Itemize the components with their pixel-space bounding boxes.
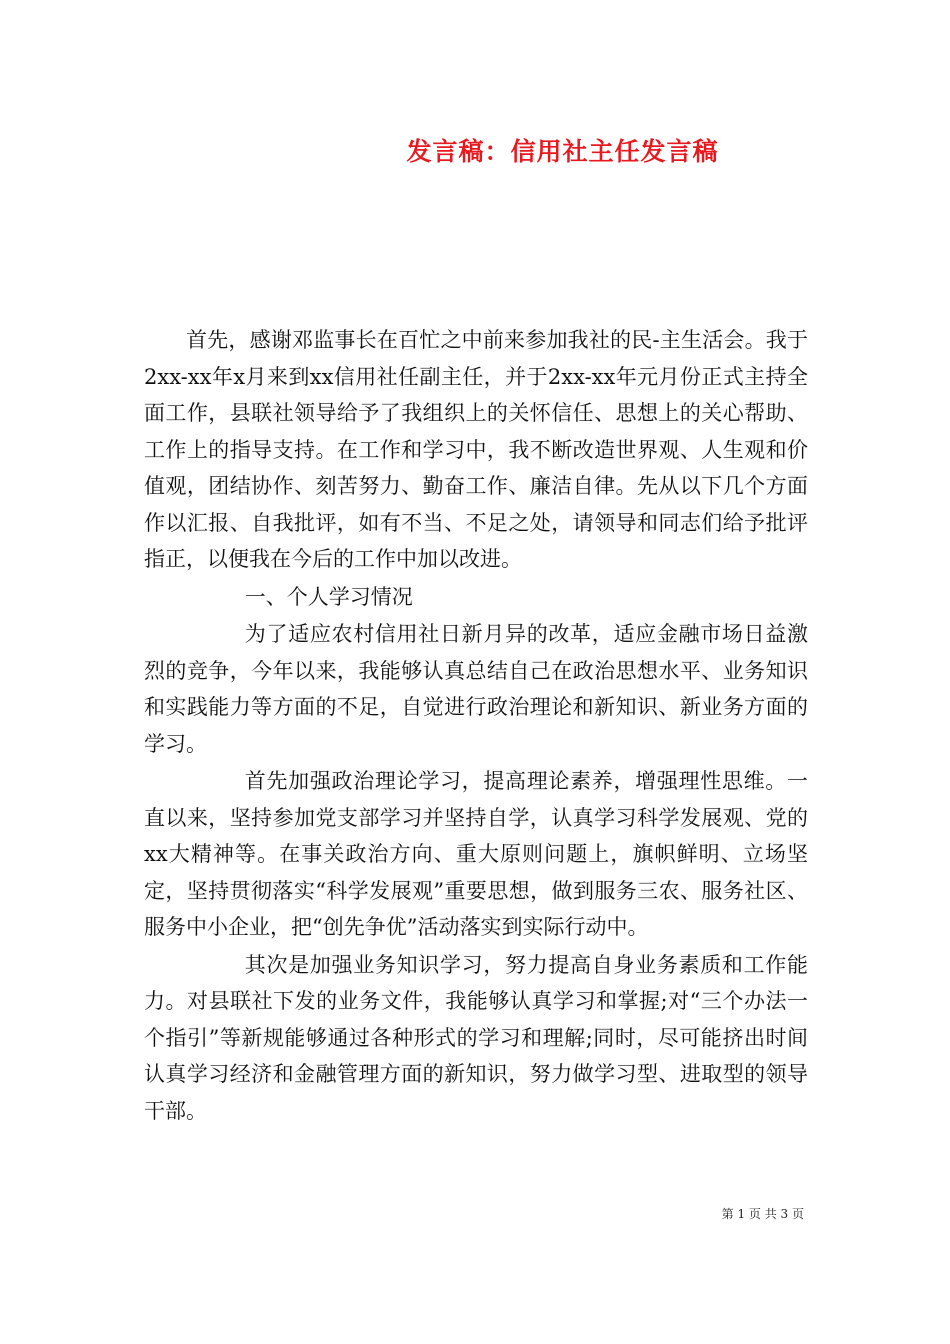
paragraph-political-study: 首先加强政治理论学习，提高理论素养，增强理性思维。一直以来，坚持参加党支部学习并坚持自学，认真学习科学发展观、党的xx大精神等。在事关政治方向、重大原则问题上，旗帜鲜明、立场坚定，坚持贯彻落实“科学发展观”重要思想，做到服务三农、服务社区、服务中小企业，把“创先争优”活动落实到实际行动中。: [144, 769, 808, 939]
paragraph-intro: 首先，感谢邓监事长在百忙之中前来参加我社的民-主生活会。我于2xx-xx年x月来到xx信用社任副主任，并于2xx-xx年元月份正式主持全面工作，县联社领导给予了我组织上的关怀信任、思想上的关心帮助、工作上的指导支持。在工作和学习中，我不断改造世界观、人生观和价值观，团结协作、刻苦努力、勤奋工作、廉洁自律。先从以下几个方面作以汇报、自我批评，如有不当、不足之处，请领导和同志们给予批评指正，以便我在今后的工作中加以改进。: [144, 328, 808, 571]
document-title: 发言稿：信用社主任发言稿: [406, 137, 719, 166]
page-number: 第 1 页 共 3 页: [721, 1207, 804, 1221]
paragraph-business-study: 其次是加强业务知识学习，努力提高自身业务素质和工作能力。对县联社下发的业务文件，我能够认真学习和掌握;对“三个办法一个指引”等新规能够通过各种形式的学习和理解;同时，尽可能挤出时间认真学习经济和金融管理方面的新知识，努力做学习型、进取型的领导干部。: [144, 952, 808, 1123]
document-body: [144, 322, 808, 1129]
paragraph-study-overview: 为了适应农村信用社日新月异的改革，适应金融市场日益激烈的竞争，今年以来，我能够认真总结自己在政治思想水平、业务知识和实践能力等方面的不足，自觉进行政治理论和新知识、新业务方面的学习。: [144, 622, 808, 756]
section-heading: 一、个人学习情况: [244, 584, 413, 609]
